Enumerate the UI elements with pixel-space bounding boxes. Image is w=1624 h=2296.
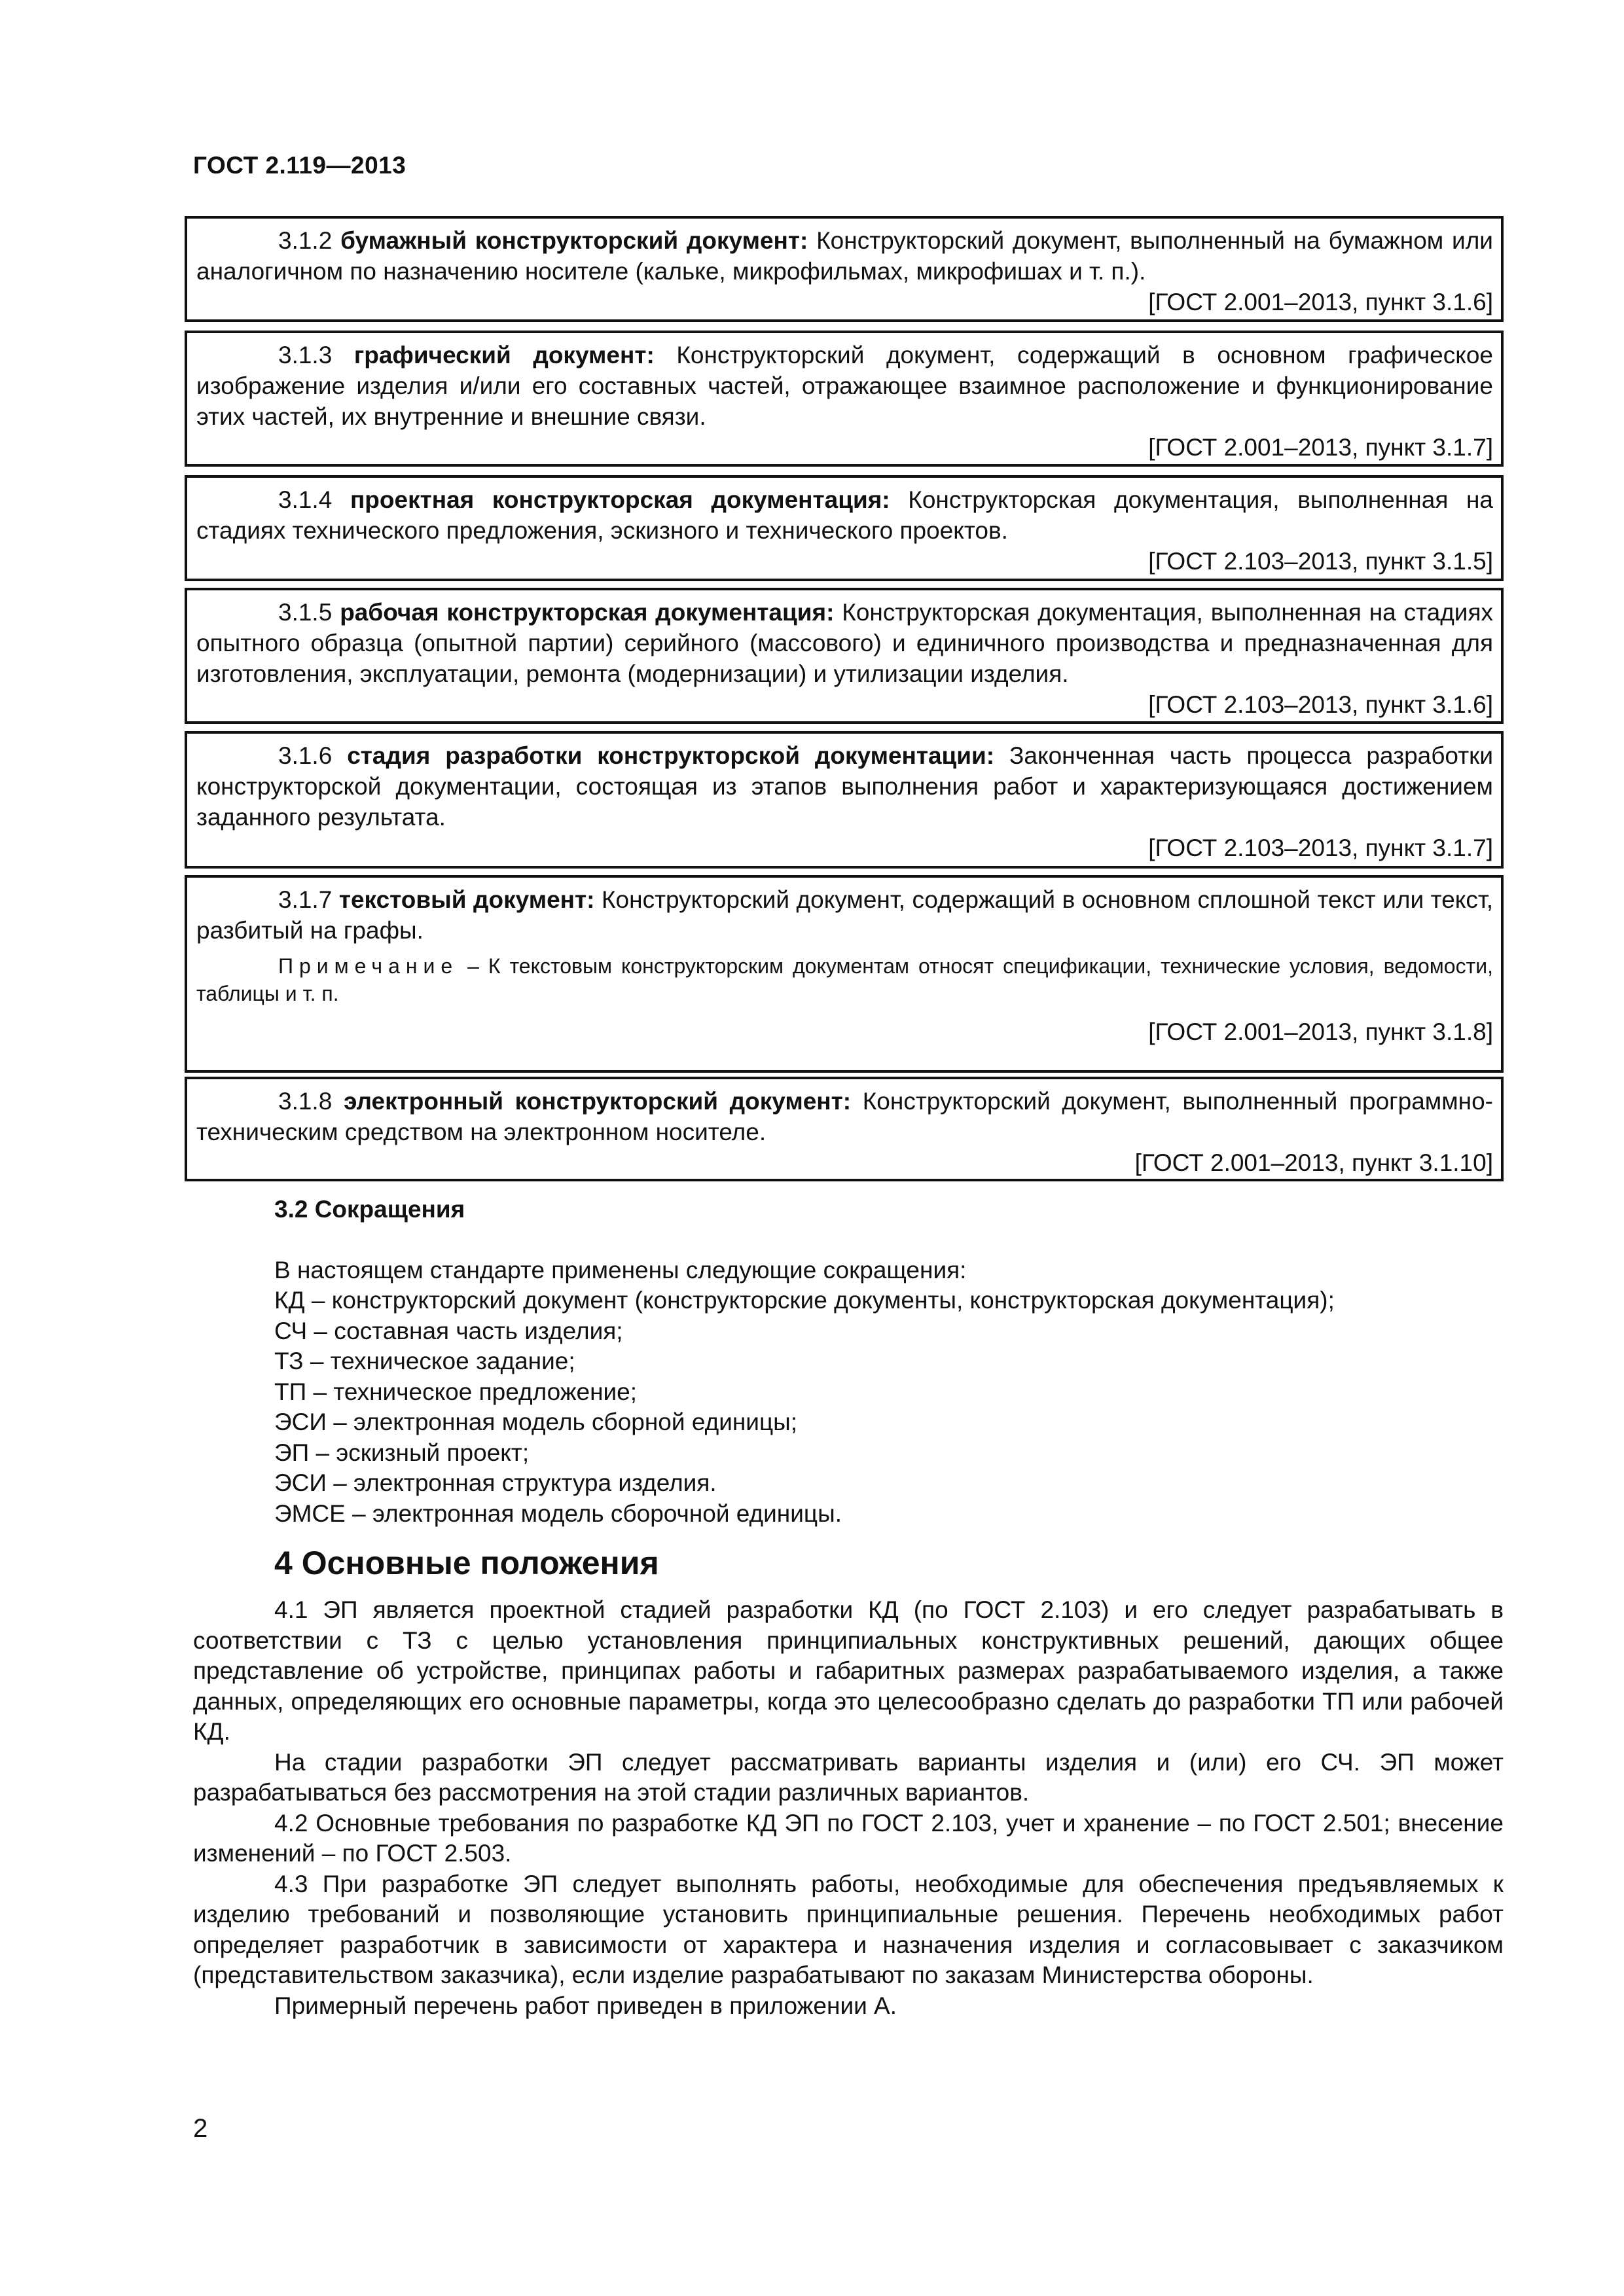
definition-box-3-1-2	[185, 216, 1504, 322]
section-heading: 4 Основные положения	[274, 1545, 659, 1581]
definition-box-3-1-3	[185, 331, 1504, 467]
definition-reference: [ГОСТ 2.001–2013, пункт 3.1.7]	[1148, 434, 1493, 461]
definition-term: рабочая конструкторская документация:	[340, 599, 835, 626]
body-paragraph: На стадии разработки ЭП следует рассматривать варианты изделия и (или) его СЧ. ЭП может разрабатываться без рассмотрения на этой стадии различных вариантов.	[193, 1748, 1504, 1806]
definition-number: 3.1.2	[278, 227, 333, 254]
definition-number: 3.1.3	[278, 342, 333, 368]
definition-text: Конструкторский документ, выполненный программно-техническим средством на электронном носителе.	[196, 1088, 1494, 1145]
definition-number: 3.1.6	[278, 742, 333, 769]
definition-number: 3.1.5	[278, 599, 333, 626]
abbreviation-item: СЧ – составная часть изделия;	[274, 1317, 623, 1344]
definition-box-3-1-6	[185, 731, 1504, 869]
abbreviation-item: ТП – техническое предложение;	[274, 1378, 638, 1405]
definition-term: стадия разработки конструкторской документации:	[347, 742, 995, 769]
body-paragraph: 4.2 Основные требования по разработке КД ЭП по ГОСТ 2.103, учет и хранение – по ГОСТ 2.501; внесение изменений – по ГОСТ 2.503.	[193, 1809, 1504, 1867]
definition-paragraph	[196, 340, 1493, 432]
definition-note	[196, 952, 1493, 1007]
definition-number: 3.1.8	[278, 1088, 333, 1115]
body-paragraph: 4.3 При разработке ЭП следует выполнять работы, необходимые для обеспечения предъявляемых к изделию требований и позволяющие установить принципиальные решения. Перечень необходимых работ определяет разработчик в зависимости от характера и назначения изделия и согласовывает с заказчиком (представительством заказчика), если изделие разрабатывают по заказам Министерства обороны.	[193, 1870, 1504, 1988]
definition-text: Конструкторская документация, выполненная на стадиях опытного образца (опытной партии) серийного (массового) и единичного производства и предназначенная для изготовления, эксплуатации, ремонта (модернизации) и утилизации изделия.	[196, 599, 1494, 687]
definition-term: бумажный конструкторский документ:	[340, 227, 808, 254]
definition-reference: [ГОСТ 2.103–2013, пункт 3.1.5]	[1148, 548, 1493, 575]
definition-term: проектная конструкторская документация:	[350, 486, 890, 513]
definition-paragraph	[196, 484, 1493, 546]
page-number: 2	[193, 2114, 208, 2143]
abbreviation-item: КД – конструкторский документ (конструкторские документы, конструкторская документация);	[274, 1287, 1335, 1314]
abbreviation-item: ЭП – эскизный проект;	[274, 1439, 530, 1466]
abbreviation-item: ЭМСЕ – электронная модель сборочной единицы.	[274, 1499, 842, 1527]
definition-paragraph	[196, 225, 1493, 287]
definition-reference: [ГОСТ 2.001–2013, пункт 3.1.8]	[1148, 1018, 1493, 1045]
section-4-body	[193, 1595, 1504, 2021]
definition-reference: [ГОСТ 2.001–2013, пункт 3.1.6]	[1148, 289, 1493, 315]
definition-paragraph	[196, 597, 1493, 689]
body-paragraph: 4.1 ЭП является проектной стадией разработки КД (по ГОСТ 2.103) и его следует разрабатывать в соответствии с ТЗ с целью установления принципиальных конструктивных решений, дающих общее представление об устройстве, принципах работы и габаритных размерах разрабатываемого изделия, а также данных, определяющих его основные параметры, когда это целесообразно сделать до разработки ТП или рабочей КД.	[193, 1596, 1504, 1745]
abbreviations-heading: 3.2 Сокращения	[274, 1196, 465, 1223]
abbreviation-item: ЭСИ – электронная структура изделия.	[274, 1469, 717, 1496]
definition-text: Конструкторская документация, выполненная на стадиях технического предложения, эскизного и технического проектов.	[196, 486, 1494, 544]
definition-box-3-1-4	[185, 475, 1504, 581]
definition-term: графический документ:	[353, 342, 655, 368]
definition-term: текстовый документ:	[338, 886, 595, 913]
definition-reference: [ГОСТ 2.103–2013, пункт 3.1.6]	[1148, 691, 1493, 718]
body-paragraph: Примерный перечень работ приведен в приложении А.	[274, 1992, 897, 2019]
abbreviation-item: ТЗ – техническое задание;	[274, 1348, 575, 1374]
document-header: ГОСТ 2.119—2013	[193, 152, 406, 179]
definition-number: 3.1.7	[278, 886, 333, 913]
definition-paragraph	[196, 740, 1493, 833]
definition-text: Конструкторский документ, выполненный на бумажном или аналогичном по назначению носителе (кальке, микрофильмах, микрофишах и т. п.).	[196, 227, 1493, 285]
definition-text: Законченная часть процесса разработки конструкторской документации, состоящая из этапов выполнения работ и характеризующаяся достижением заданного результата.	[196, 742, 1493, 831]
definition-box-3-1-8	[185, 1077, 1504, 1181]
definition-text: Конструкторский документ, содержащий в основном сплошной текст или текст, разбитый на графы.	[196, 886, 1494, 944]
definition-box-3-1-5	[185, 588, 1504, 724]
definition-reference: [ГОСТ 2.001–2013, пункт 3.1.10]	[1134, 1149, 1493, 1176]
note-label: Примечание	[278, 954, 459, 978]
abbreviations-section	[193, 1194, 1504, 1529]
note-text: – К текстовым конструкторским документам относят спецификации, технические условия, ведомости, таблицы и т. п.	[196, 954, 1494, 1005]
definition-term: электронный конструкторский документ:	[343, 1088, 852, 1115]
definition-text: Конструкторский документ, содержащий в основном графическое изображение изделия и/или его составных частей, отражающее взаимное расположение и функционирование этих частей, их внутренние и внешние связи.	[196, 342, 1493, 430]
abbreviations-intro: В настоящем стандарте применены следующие сокращения:	[274, 1256, 967, 1283]
definition-paragraph	[196, 884, 1493, 946]
abbreviation-item: ЭСИ – электронная модель сборной единицы;	[274, 1408, 798, 1435]
definition-paragraph	[196, 1086, 1493, 1147]
definition-box-3-1-7	[185, 875, 1504, 1073]
definition-number: 3.1.4	[278, 486, 333, 513]
section-4	[193, 1541, 1504, 1585]
definition-reference: [ГОСТ 2.103–2013, пункт 3.1.7]	[1148, 834, 1493, 861]
